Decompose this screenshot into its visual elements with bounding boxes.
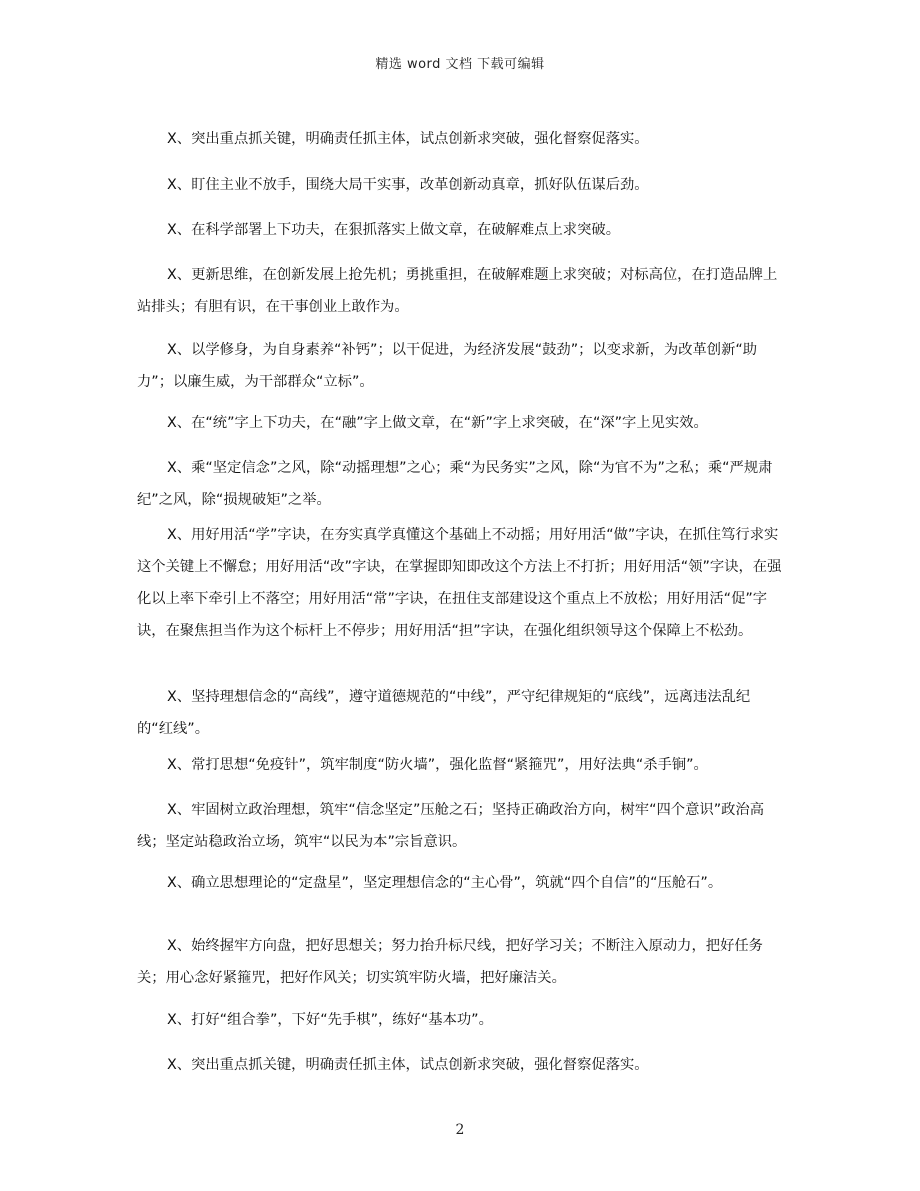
paragraph-5: X、以学修身，为自身素养“补钙”；以干促进，为经济发展“鼓劲”；以变求新，为改革创新“助力”；以廉生威，为干部群众“立标”。	[137, 342, 758, 390]
paragraph-8: X、用好用活“学”字诀，在夯实真学真懂这个基础上不动摇；用好用活“做”字诀，在抓住笃行求实这个关键上不懈怠；用好用活“改”字诀，在掌握即知即改这个方法上不打折；用好用活“领”字诀，在强化以上率下牵引上不落空；用好用活“常”字诀，在扭住支部建设这个重点上不放松；用好用活“促”字诀，在聚焦担当作为这个标杆上不停步；用好用活“担”字诀，在强化组织领导这个保障上不松劲。	[137, 527, 782, 639]
paragraph-13: X、始终握牢方向盘，把好思想关；努力抬升标尺线，把好学习关；不断注入原动力，把好任务关；用心念好紧箍咒，把好作风关；切实筑牢防火墙，把好廉洁关。	[137, 938, 763, 986]
paragraph-15: X、突出重点抓关键，明确责任抓主体，试点创新求突破，强化督察促落实。	[167, 1057, 649, 1073]
paragraph-6: X、在“统”字上下功夫，在“融”字上做文章，在“新”字上求突破，在“深”字上见实效。	[167, 415, 708, 431]
paragraph-4: X、更新思维，在创新发展上抢先机；勇挑重担，在破解难题上求突破；对标高位，在打造品牌上站排头；有胆有识，在干事创业上敢作为。	[137, 267, 778, 315]
paragraph-11: X、牢固树立政治理想，筑牢“信念坚定”压舱之石；坚持正确政治方向，树牢“四个意识”政治高线；坚定站稳政治立场，筑牢“以民为本”宗旨意识。	[137, 802, 764, 850]
document-header: 精选 word 文档 下载可编辑	[375, 57, 545, 72]
paragraph-14: X、打好“组合拳”，下好“先手棋”，练好“基本功”。	[167, 1012, 493, 1028]
paragraph-3: X、在科学部署上下功夫，在狠抓落实上做文章，在破解难点上求突破。	[167, 222, 620, 238]
paragraph-2: X、盯住主业不放手，围绕大局干实事，改革创新动真章，抓好队伍谋后劲。	[167, 177, 649, 193]
paragraph-7: X、乘“坚定信念”之风，除“动摇理想”之心；乘“为民务实”之风，除“为官不为”之私；乘“严规肃纪”之风，除“损规破矩”之举。	[137, 460, 773, 508]
page-number: 2	[455, 1122, 465, 1138]
paragraph-9: X、坚持理想信念的“高线”，遵守道德规范的“中线”，严守纪律规矩的“底线”，远离违法乱纪的“红线”。	[137, 689, 751, 737]
paragraph-12: X、确立思想理论的“定盘星”，坚定理想信念的“主心骨”，筑就“四个自信”的“压舱石”。	[167, 875, 723, 891]
paragraph-1: X、突出重点抓关键，明确责任抓主体，试点创新求突破，强化督察促落实。	[167, 131, 649, 147]
paragraph-10: X、常打思想“免疫针”，筑牢制度“防火墙”，强化监督“紧箍咒”，用好法典“杀手锏”。	[167, 757, 708, 773]
